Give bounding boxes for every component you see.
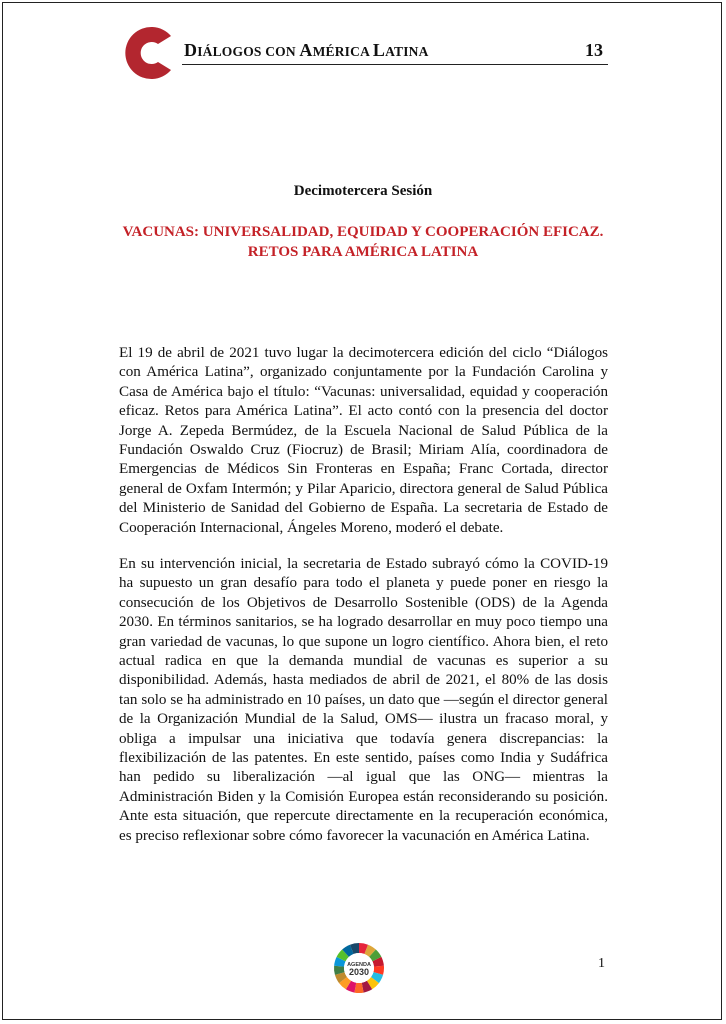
agenda-logo-text-1: AGENDA [347, 962, 371, 968]
session-title [100, 222, 626, 262]
header-title-part: MÉRICA [312, 44, 373, 59]
footer-page-number: 1 [598, 956, 605, 971]
session-title-line1: VACUNAS: UNIVERSALIDAD, EQUIDAD Y COOPERACIÓN EFICAZ. [122, 224, 604, 240]
agenda-2030-logo [333, 942, 385, 994]
logo-c-shape [125, 27, 171, 79]
session-label: Decimotercera Sesión [293, 183, 433, 199]
session-title-line2: RETOS PARA AMÉRICA LATINA [247, 244, 479, 260]
header-title-part: IÁLOGOS CON [197, 44, 300, 59]
header-title-part: ATINA [385, 44, 429, 59]
header-title [184, 40, 429, 61]
fundacion-carolina-logo [118, 22, 180, 84]
header-title-part: D [184, 40, 198, 60]
agenda-logo-text-2: 2030 [348, 967, 370, 977]
header-title-part: L [372, 40, 386, 60]
header-title-part: A [299, 40, 313, 60]
body-paragraph: En su intervención inicial, la secretaria de Estado subrayó cómo la COVID-19 ha supuesto un gran desafío para todo el planeta y puede poner en riesgo la consecución de los Objetivos de Desarrollo Sostenible (ODS) de la Agenda 2030. En términos sanitarios, se ha logrado desarrollar en muy poco tiempo una gran variedad de vacunas, lo que supone un logro científico. Ahora bien, el reto actual radica en que la demanda mundial de vacunas es superior a su disponibilidad. Además, hasta mediados de abril de 2021, el 80% de las dosis tan solo se ha administrado en 10 países, un dato que —según el director general de la Organización Mundial de la Salud, OMS— ilustra un fracaso moral, y obliga a impulsar una iniciativa que todavía genera discrepancias: la flexibilización de las patentes. En este sentido, países como India y Sudáfrica han pedido su liberalización —al igual que las ONG— mientras la Administración Biden y la Comisión Europea están reconsiderando su posición. Ante esta situación, que repercute directamente en la recuperación económica, es preciso reflexionar sobre cómo favorecer la vacunación en América Latina. [119, 556, 608, 844]
header-page-number: 13 [585, 40, 603, 60]
header-rule [182, 64, 608, 65]
body-paragraph: El 19 de abril de 2021 tuvo lugar la decimotercera edición del ciclo “Diálogos con América Latina”, organizado conjuntamente por la Fundación Carolina y Casa de América bajo el título: “Vacunas: universalidad, equidad y cooperación eficaz. Retos para América Latina”. El acto contó con la presencia del doctor Jorge A. Zepeda Bermúdez, de la Escuela Nacional de Salud Pública de la Fundación Oswaldo Cruz (Fiocruz) de Brasil; Miriam Alía, coordinadora de Emergencias de Médicos Sin Fronteras en España; Franc Cortada, director general de Oxfam Intermón; y Pilar Aparicio, directora general de Salud Pública del Ministerio de Sanidad del Gobierno de España. La secretaria de Estado de Cooperación Internacional, Ángeles Moreno, moderó el debate. [119, 345, 608, 536]
